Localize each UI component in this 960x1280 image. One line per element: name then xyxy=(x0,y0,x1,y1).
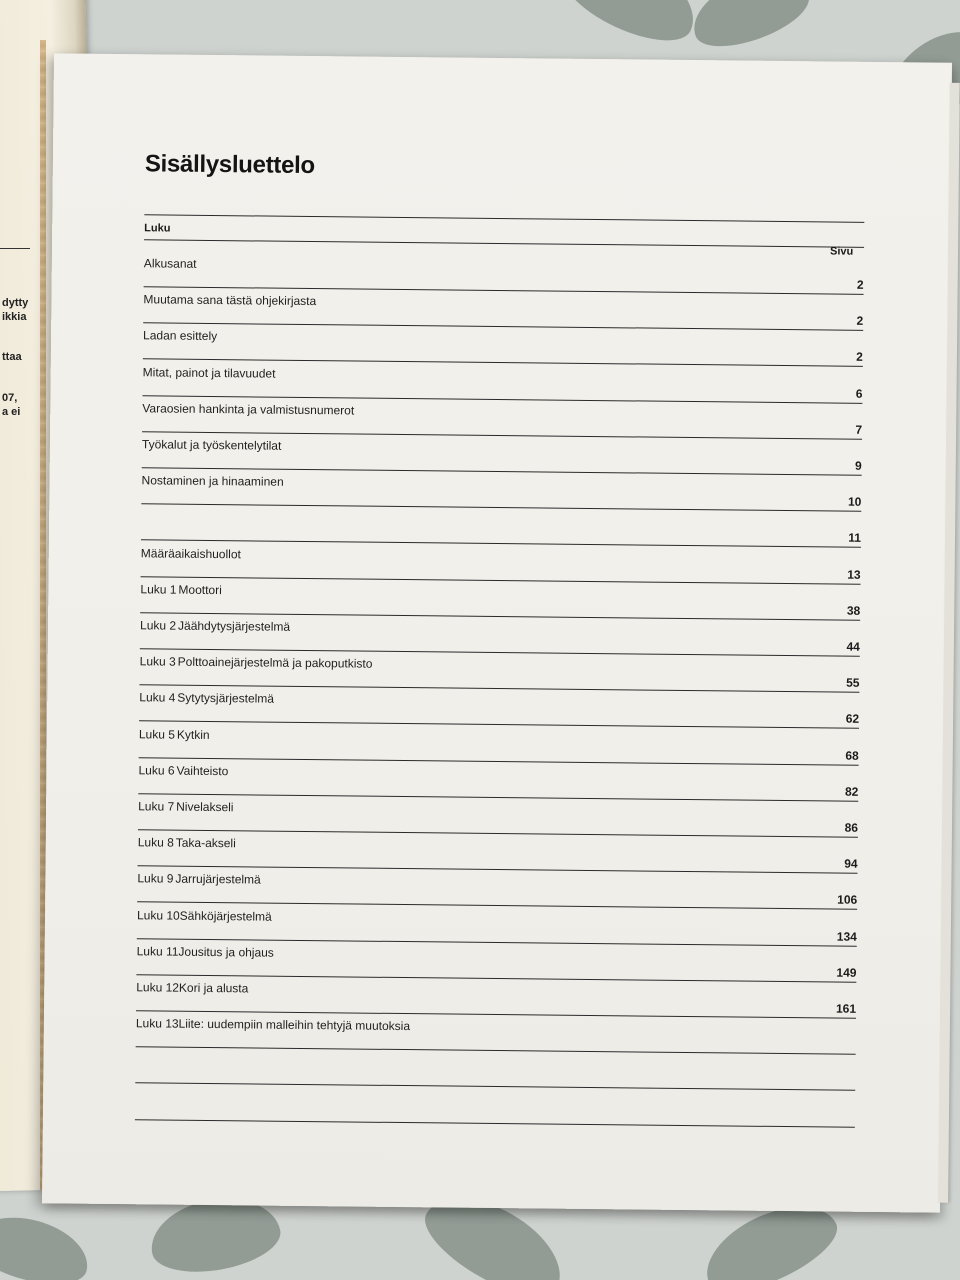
page-number: 82 xyxy=(844,784,859,799)
entry-title: Nivelakseli xyxy=(176,799,234,815)
toc-entry xyxy=(142,401,354,417)
column-header-sivu: Sivu xyxy=(829,245,854,258)
page-number: 9 xyxy=(855,458,862,473)
toc-entry xyxy=(142,473,284,488)
entry-title: Moottori xyxy=(178,582,222,597)
page-number: 2 xyxy=(856,313,864,329)
row-rule xyxy=(138,793,858,802)
toc-entry xyxy=(139,691,274,706)
toc-entry xyxy=(141,546,241,561)
tablecloth-leaf xyxy=(0,1205,96,1280)
entry-title: Varaosien hankinta ja valmistusnumerot xyxy=(142,401,355,418)
toc-entry xyxy=(140,582,222,597)
tablecloth-leaf xyxy=(552,0,708,56)
page-number: 62 xyxy=(845,712,860,727)
chapter-label: Luku 8 xyxy=(137,835,174,850)
entry-title: Muutama sana tästä ohjekirjasta xyxy=(143,292,317,309)
toc-entry xyxy=(140,654,373,670)
header-rule-top xyxy=(144,214,864,223)
toc-entry xyxy=(143,365,276,380)
toc-entry xyxy=(137,908,272,923)
row-rule xyxy=(135,1119,855,1128)
chapter-label: Luku 2 xyxy=(139,618,177,633)
toc-entry xyxy=(138,799,234,814)
page-number xyxy=(806,1037,856,1038)
left-page-fragment: 07, xyxy=(2,392,18,404)
page-number: 2 xyxy=(856,350,863,365)
chapter-label: Luku 5 xyxy=(138,726,176,742)
row-rule xyxy=(138,829,858,838)
column-header-luku: Luku xyxy=(144,222,171,235)
toc-entry xyxy=(142,437,282,452)
page-number: 149 xyxy=(836,965,857,980)
toc-entry xyxy=(144,256,197,271)
page-number: 86 xyxy=(844,820,859,835)
entry-title: Alkusanat xyxy=(143,256,197,271)
entry-title: Määräaikaishuollot xyxy=(140,545,241,561)
entry-title: Jäähdytysjärjestelmä xyxy=(177,618,291,634)
chapter-label: Luku 13 xyxy=(135,1016,179,1031)
entry-title: Sähköjärjestelmä xyxy=(179,908,272,924)
toc-page xyxy=(42,53,952,1212)
page-number: 44 xyxy=(846,639,860,654)
toc-entry xyxy=(139,727,210,742)
chapter-label: Luku 1 xyxy=(140,582,177,597)
entry-title: Ladan esittely xyxy=(143,328,218,344)
entry-title: Taka-akseli xyxy=(175,835,236,851)
page-number: 38 xyxy=(846,603,861,618)
page-title: Sisällysluettelo xyxy=(144,150,315,180)
page-number: 13 xyxy=(847,567,861,582)
page-number: 161 xyxy=(835,1001,857,1016)
chapter-label: Luku 12 xyxy=(136,980,180,995)
row-rule xyxy=(135,1083,855,1092)
row-rule xyxy=(143,322,863,331)
chapter-label: Luku 3 xyxy=(139,654,176,669)
page-number: 10 xyxy=(847,494,862,509)
chapter-label: Luku 4 xyxy=(139,690,176,706)
entry-title: Liite: uudempiin malleihin tehtyjä muutoksia xyxy=(178,1016,411,1034)
page-number: 55 xyxy=(846,675,860,690)
left-page-fragment: ikkia xyxy=(2,311,27,323)
entry-title: Jarrujärjestelmä xyxy=(175,872,261,887)
chapter-label: Luku 6 xyxy=(138,763,175,778)
page-number: 68 xyxy=(845,748,859,763)
tablecloth-leaf xyxy=(683,0,816,59)
page-number: 11 xyxy=(848,531,862,546)
left-page-fragment: dytty xyxy=(2,297,29,309)
page-number: 2 xyxy=(856,277,864,292)
left-page-fragment: ttaa xyxy=(2,351,22,363)
toc-entry xyxy=(138,835,236,850)
page-number: 94 xyxy=(844,856,858,871)
toc-entry xyxy=(143,292,316,308)
left-page-rule xyxy=(0,248,30,249)
toc-entry xyxy=(136,980,248,995)
page-number: 6 xyxy=(855,386,863,401)
row-rule xyxy=(139,757,859,766)
row-rule xyxy=(139,721,859,730)
chapter-label: Luku 7 xyxy=(138,799,175,814)
chapter-label: Luku 9 xyxy=(137,871,174,887)
toc-entry xyxy=(138,763,228,778)
entry-title: Kytkin xyxy=(176,727,210,742)
toc-entry xyxy=(140,618,290,634)
row-rule xyxy=(141,576,861,585)
left-page-fragment: a ei xyxy=(2,406,21,418)
entry-title: Kori ja alusta xyxy=(178,980,249,996)
entry-title: Mitat, painot ja tilavuudet xyxy=(142,364,276,381)
toc-entry xyxy=(137,944,274,959)
row-rule xyxy=(141,540,861,549)
row-rule xyxy=(136,1046,856,1055)
entry-title: Sytytysjärjestelmä xyxy=(177,691,275,707)
toc-entry xyxy=(137,872,260,887)
entry-title: Vaihteisto xyxy=(176,763,229,778)
page-number: 134 xyxy=(836,929,857,944)
header-rule-bottom xyxy=(144,239,864,248)
page-number: 106 xyxy=(837,892,858,908)
chapter-label: Luku 11 xyxy=(136,944,179,959)
page-number: 7 xyxy=(855,422,863,437)
toc-entry xyxy=(143,329,217,344)
toc-entry xyxy=(136,1016,410,1033)
entry-title: Jousitus ja ohjaus xyxy=(178,944,274,960)
entry-title: Nostaminen ja hinaaminen xyxy=(141,473,284,489)
entry-title: Polttoainejärjestelmä ja pakoputkisto xyxy=(177,654,373,671)
row-rule xyxy=(141,503,861,512)
page-stack-edge xyxy=(938,83,960,1203)
chapter-label: Luku 10 xyxy=(136,907,180,923)
entry-title: Työkalut ja työskentelytilat xyxy=(141,437,282,453)
